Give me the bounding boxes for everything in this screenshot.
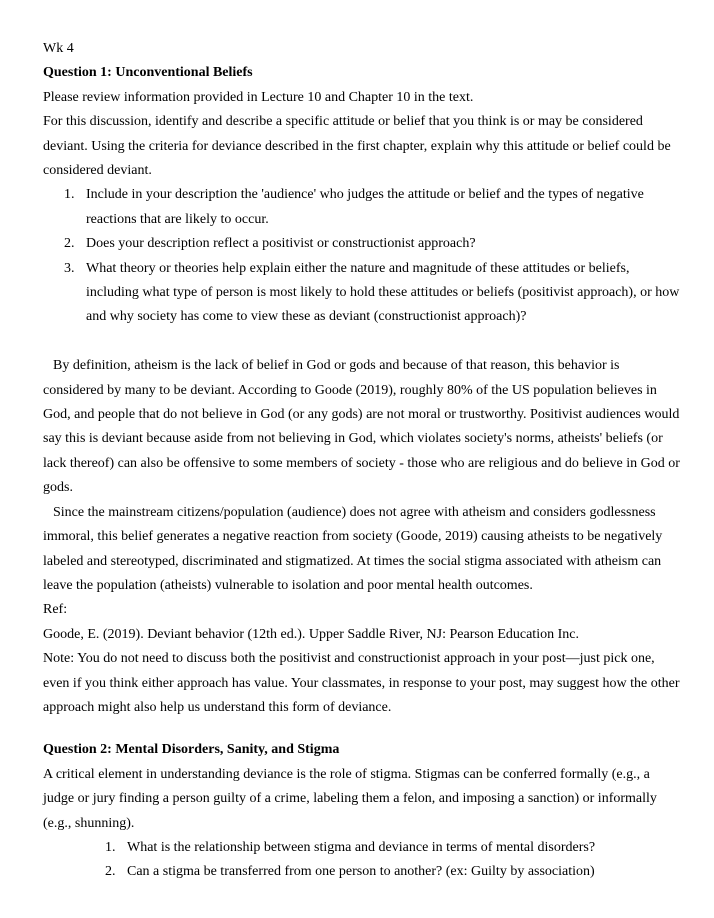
document-body — [43, 37, 683, 885]
answer-paragraph-1: By definition, atheism is the lack of belief in God or gods and because of that reason, this behavior is considered by many to be deviant. According to Goode (2019), roughly 80% of the US population believes in God, and people that do not believe in God (or any gods) are not moral or trustworthy. Positivist audiences would say this is deviant because aside from not believing in God, which violates society's norms, atheists' beliefs (or lack thereof) can also be offensive to some members of society - those who are religious and do believe in God or gods. — [43, 358, 680, 496]
list-item-text: Can a stigma be transferred from one person to another? (ex: Guilty by association) — [127, 864, 595, 880]
list-item — [43, 257, 683, 330]
spacer — [43, 720, 683, 738]
reference-label: Ref: — [43, 602, 68, 618]
spacer — [43, 330, 683, 354]
question-1-note: Note: You do not need to discuss both the positivist and constructionist approach in your post—just pick one, even if you think either approach has value. Your classmates, in response to your post, may suggest how the other approach might also help us understand this form of deviance. — [43, 651, 680, 715]
list-item-text: Does your description reflect a positivist or constructionist approach? — [86, 236, 476, 252]
list-item-number: 1. — [64, 187, 75, 203]
list-item-text: Include in your description the 'audience' who judges the attitude or belief and the types of negative reactions that are likely to occur. — [86, 187, 644, 227]
list-item-text: What theory or theories help explain either the nature and magnitude of these attitudes or beliefs, including what type of person is most likely to hold these attitudes or beliefs (positivist approach), or how and why society has come to view these as deviant (constructionist approach)? — [86, 260, 680, 325]
reference-citation: Goode, E. (2019). Deviant behavior (12th ed.). Upper Saddle River, NJ: Pearson Education Inc. — [43, 626, 579, 642]
question-1-prompt: For this discussion, identify and describe a specific attitude or belief that you think is or may be considered deviant. Using the criteria for deviance described in the first chapter, explain why this attitude or belief could be considered deviant. — [43, 114, 671, 179]
question-1-title: Question 1: Unconventional Beliefs — [43, 65, 253, 81]
list-item-number: 2. — [64, 236, 75, 252]
list-item-number: 1. — [105, 839, 116, 855]
list-item-number: 2. — [105, 864, 116, 880]
list-item-number: 3. — [64, 260, 75, 276]
list-item-text: What is the relationship between stigma and deviance in terms of mental disorders? — [127, 839, 596, 855]
question-1-review: Please review information provided in Lecture 10 and Chapter 10 in the text. — [43, 89, 474, 105]
list-item — [43, 232, 683, 256]
list-item — [43, 183, 683, 232]
answer-paragraph-2: Since the mainstream citizens/population (audience) does not agree with atheism and considers godlessness immoral, this belief generates a negative reaction from society (Goode, 2019) causing atheists to be negatively labeled and stereotyped, discriminated and stigmatized. At times the social stigma associated with atheism can leave the population (atheists) vulnerable to isolation and poor mental health outcomes. — [43, 504, 663, 593]
question-1-list — [43, 183, 683, 329]
list-item — [43, 860, 683, 884]
question-2-title: Question 2: Mental Disorders, Sanity, and Stigma — [43, 742, 340, 758]
week-label: Wk 4 — [43, 41, 74, 56]
question-2-intro: A critical element in understanding deviance is the role of stigma. Stigmas can be conferred formally (e.g., a judge or jury finding a person guilty of a crime, labeling them a felon, and imposing a sanction) or informally (e.g., shunning). — [43, 766, 657, 831]
question-2-list — [43, 836, 683, 885]
list-item — [43, 836, 683, 860]
